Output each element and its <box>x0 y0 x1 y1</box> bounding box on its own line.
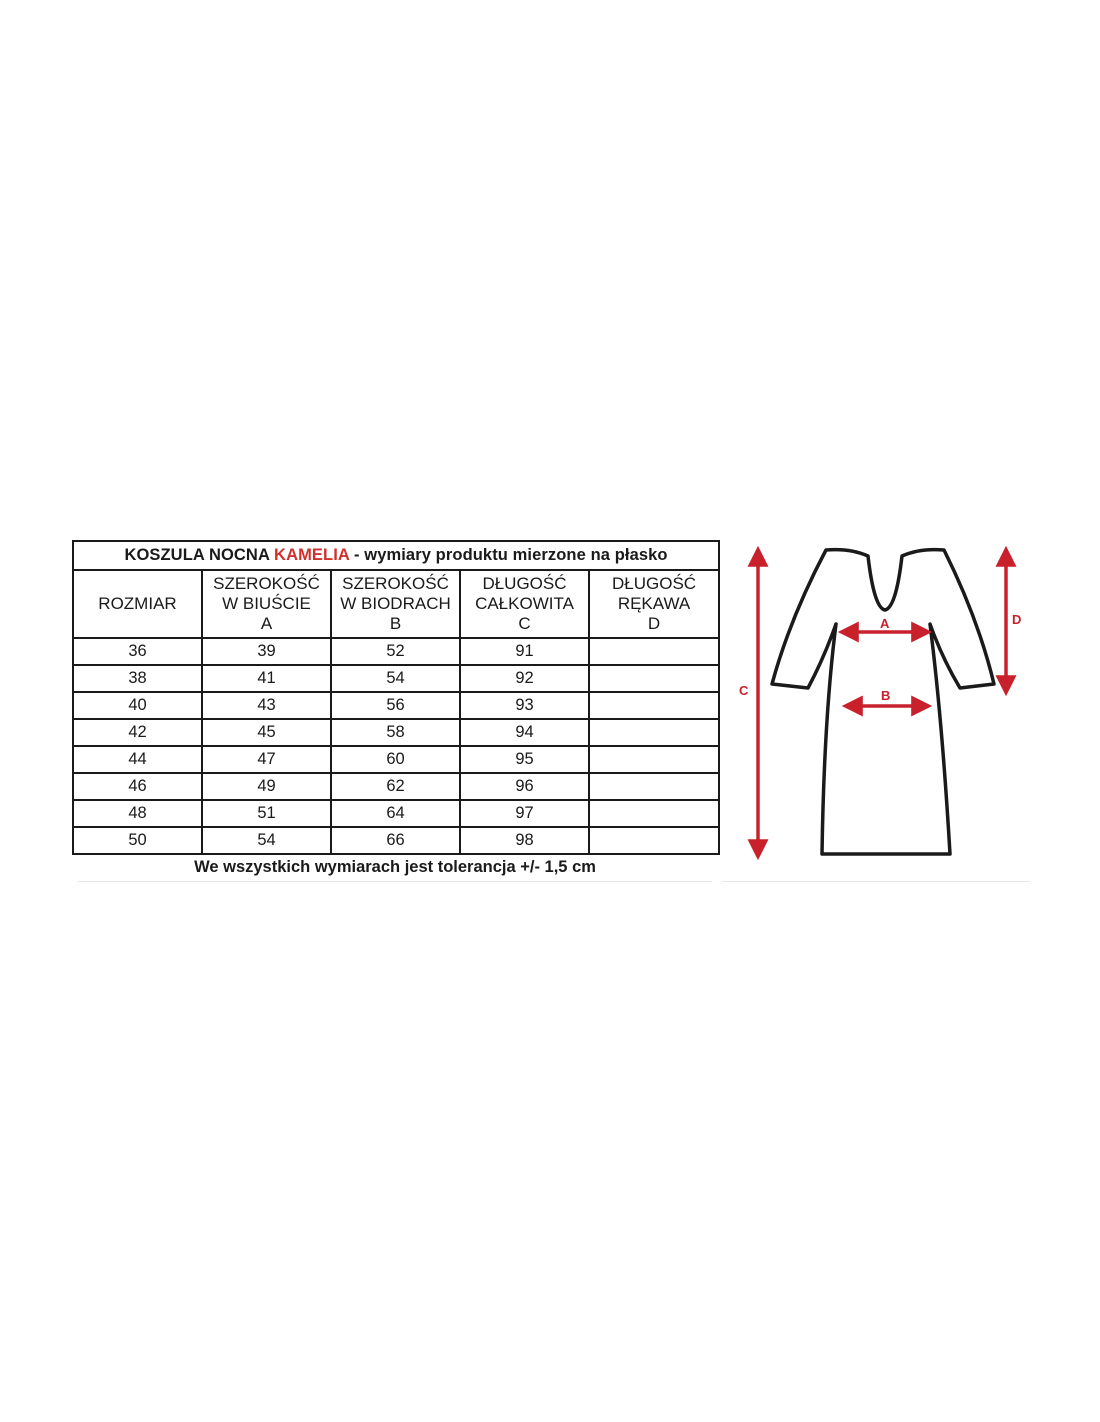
table-row <box>73 773 719 800</box>
column-header-line: ROZMIAR <box>98 594 177 613</box>
table-cell <box>589 800 719 827</box>
table-cell: 66 <box>331 827 460 854</box>
table-cell: 52 <box>331 638 460 665</box>
title-brand: KAMELIA <box>274 546 350 564</box>
column-header-line: DŁUGOŚĆ <box>611 574 697 593</box>
table-row <box>73 746 719 773</box>
column-header <box>73 570 202 638</box>
title-prefix: KOSZULA NOCNA <box>124 546 275 564</box>
column-header-line: DŁUGOŚĆ <box>482 574 567 593</box>
table-row <box>73 827 719 854</box>
table-cell: 38 <box>73 665 202 692</box>
table-cell: 39 <box>202 638 331 665</box>
table-cell: 48 <box>73 800 202 827</box>
table-cell: 49 <box>202 773 331 800</box>
table-cell: 45 <box>202 719 331 746</box>
label-d: D <box>1012 612 1022 627</box>
table-row <box>73 638 719 665</box>
table-cell: 46 <box>73 773 202 800</box>
table-cell: 60 <box>331 746 460 773</box>
size-chart-table <box>72 540 720 855</box>
column-header <box>589 570 719 638</box>
column-header-line: RĘKAWA <box>617 594 691 613</box>
column-header-line: SZEROKOŚĆ <box>342 574 449 593</box>
table-cell: 62 <box>331 773 460 800</box>
column-header-line: B <box>389 614 402 633</box>
column-header <box>331 570 460 638</box>
table-cell: 58 <box>331 719 460 746</box>
table-body <box>73 638 719 854</box>
column-header-line: W BIODRACH <box>340 594 451 613</box>
column-header-line: A <box>260 614 273 633</box>
table-cell <box>589 746 719 773</box>
table-cell: 91 <box>460 638 589 665</box>
column-header-line: D <box>647 614 661 633</box>
table-cell: 43 <box>202 692 331 719</box>
table-cell <box>589 638 719 665</box>
table-cell: 50 <box>73 827 202 854</box>
table-cell: 51 <box>202 800 331 827</box>
table-row <box>73 719 719 746</box>
table-cell: 96 <box>460 773 589 800</box>
column-header-line: C <box>518 614 531 633</box>
column-header-line: W BIUŚCIE <box>222 594 311 613</box>
garment-diagram <box>730 538 1030 868</box>
table-cell <box>589 773 719 800</box>
table-cell: 92 <box>460 665 589 692</box>
table-cell: 42 <box>73 719 202 746</box>
divider-left <box>78 881 712 882</box>
table-cell <box>589 665 719 692</box>
table-cell: 40 <box>73 692 202 719</box>
table-cell: 94 <box>460 719 589 746</box>
table-row <box>73 800 719 827</box>
table-cell: 97 <box>460 800 589 827</box>
table-cell: 44 <box>73 746 202 773</box>
table-row <box>73 665 719 692</box>
label-a: A <box>880 616 890 631</box>
garment-svg <box>730 538 1030 868</box>
table-cell: 54 <box>202 827 331 854</box>
column-header-line: CAŁKOWITA <box>475 594 574 613</box>
table-cell: 54 <box>331 665 460 692</box>
table-row <box>73 692 719 719</box>
title-suffix: - wymiary produktu mierzone na płasko <box>349 546 668 564</box>
tolerance-note: We wszystkich wymiarach jest tolerancja +/- 1,5 cm <box>194 858 596 876</box>
table-cell <box>589 719 719 746</box>
column-header <box>202 570 331 638</box>
table-cell: 47 <box>202 746 331 773</box>
table-cell <box>589 827 719 854</box>
header-row <box>73 570 719 638</box>
table-cell: 56 <box>331 692 460 719</box>
table-cell: 36 <box>73 638 202 665</box>
table-cell: 41 <box>202 665 331 692</box>
table-cell: 64 <box>331 800 460 827</box>
table-cell <box>589 692 719 719</box>
table-title <box>73 541 719 570</box>
label-c: C <box>739 683 749 698</box>
column-header-line: SZEROKOŚĆ <box>213 574 320 593</box>
table-cell: 95 <box>460 746 589 773</box>
table-cell: 98 <box>460 827 589 854</box>
column-header <box>460 570 589 638</box>
divider-right <box>722 881 1030 882</box>
table-cell: 93 <box>460 692 589 719</box>
label-b: B <box>881 688 891 703</box>
